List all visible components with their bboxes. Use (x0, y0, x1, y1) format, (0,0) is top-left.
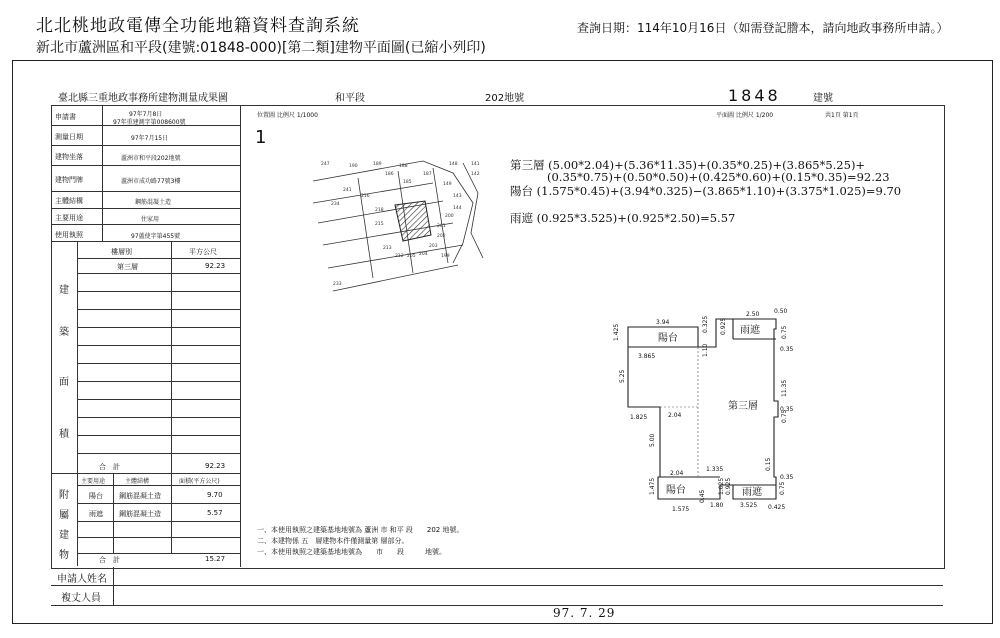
row-value-permit: 97蘆使字第455號 (131, 233, 181, 240)
dim-5-25: 5.25 (619, 369, 626, 383)
area-side-label-1: 建 (59, 285, 69, 296)
document-frame (12, 60, 993, 624)
row-label-application: 申請書 (55, 113, 76, 121)
dim-0-50: 0.50 (774, 308, 788, 315)
parcel-144: 144 (453, 206, 462, 211)
dim-2-04-mid: 2.04 (668, 412, 682, 419)
canopy-label-top: 雨遮 (740, 325, 760, 336)
row-label-structure: 主體結構 (55, 197, 83, 205)
formula-canopy: 雨遮 (0.925*3.525)+(0.925*2.50)=5.57 (510, 211, 736, 225)
dim-0-925-bottom: 0.925 (725, 477, 732, 495)
area-side-label-3: 面 (59, 377, 69, 388)
parcel-204: 204 (419, 252, 428, 257)
date-stamp: 97. 7. 29 (553, 606, 616, 620)
row-value-application-date: 97年7月8日 (129, 111, 163, 118)
parcel-148: 148 (449, 162, 458, 167)
page-info: 共1頁 第1頁 (825, 112, 859, 119)
parcel-200: 200 (445, 214, 454, 219)
floor-name: 第三層 (117, 263, 138, 271)
row-value-application-no: 97年重建測字第008600號 (113, 119, 186, 126)
parcel-185: 185 (403, 180, 412, 185)
row-value-survey-date: 97年7月15日 (131, 135, 169, 142)
area-side-label-4: 積 (59, 429, 69, 440)
dim-0-75-top: 0.75 (781, 325, 788, 339)
attached-side-label-1: 附 (59, 490, 69, 501)
parcel-201: 201 (437, 224, 446, 229)
attached-area-balcony: 9.70 (207, 491, 223, 499)
dim-0-425: 0.425 (768, 504, 786, 511)
formula-balcony: 陽台 (1.575*0.45)+(3.94*0.325)−(3.865*1.10)+(3.375*1.025)=9.70 (510, 184, 902, 198)
section-name: 和平段 (335, 93, 365, 104)
corner-mark: 1 (255, 127, 267, 148)
parcel-142: 142 (471, 172, 480, 177)
parcel-213: 213 (383, 246, 392, 251)
canopy-label-bottom: 雨遮 (742, 487, 762, 498)
dim-0-75-bottom: 0.75 (779, 481, 786, 495)
parcel-234: 234 (331, 202, 340, 207)
attached-total-label: 合 計 (99, 556, 120, 564)
dim-1-025: 1.025 (718, 477, 725, 495)
office-title: 臺北縣三重地政事務所建物測量成果圖 (58, 93, 228, 104)
area-side-label-2: 築 (59, 327, 69, 338)
formula-third-floor-line1: 第三層 (5.00*2.04)+(5.36*11.35)+(0.35*0.25)+(3.865*5.25)+ (510, 158, 866, 172)
surveyor-label: 複丈人員 (61, 593, 101, 604)
note-line-1: 一、本使用執照之建築基地地號為 蘆洲 市 和平 段 202 地號。 (257, 526, 464, 534)
attached-header-use: 主要用途 (81, 478, 106, 485)
dim-1-80: 1.80 (710, 502, 724, 509)
parcel-218: 218 (375, 208, 384, 213)
scale-location: 位置圖 比例尺 1/1000 (257, 112, 318, 119)
dim-3-525: 3.525 (740, 502, 758, 509)
system-title: 北北桃地政電傳全功能地籍資料查詢系統 (36, 16, 360, 36)
attached-area-canopy: 5.57 (207, 509, 223, 517)
dim-3-94: 3.94 (656, 319, 670, 326)
parcel-149: 149 (443, 182, 452, 187)
row-label-survey-date: 測量日期 (55, 133, 83, 141)
area-header-unit: 平方公尺 (189, 248, 217, 256)
dim-1-825: 1.825 (630, 414, 648, 421)
dim-1-335: 1.335 (706, 466, 724, 473)
balcony-label-top: 陽台 (658, 333, 678, 344)
attached-side-label-2: 屬 (59, 510, 69, 521)
dim-0-15: 0.15 (765, 457, 772, 471)
parcel-212: 212 (395, 254, 404, 259)
subtotal-value: 92.23 (205, 462, 226, 470)
dim-0-35-top: 0.35 (780, 346, 794, 353)
dim-2-50: 2.50 (746, 311, 760, 318)
attached-header-area: 面積(平方公尺) (179, 478, 220, 485)
parcel-141: 141 (471, 162, 480, 167)
document-subtitle: 新北市蘆洲區和平段(建號:01848-000)[第二類]建物平面圖(已縮小列印) (36, 40, 486, 56)
attached-struct-canopy: 鋼筋混凝土造 (119, 510, 161, 518)
row-label-address: 建物門牌 (55, 176, 83, 184)
parcel-189: 189 (373, 162, 382, 167)
parcel-202: 202 (437, 234, 446, 239)
building-number: 1848 (728, 86, 781, 105)
dim-3-865: 3.865 (638, 353, 656, 360)
building-number-suffix: 建號 (813, 93, 833, 104)
attached-side-label-3: 建 (59, 530, 69, 541)
row-label-permit: 使用執照 (55, 231, 83, 239)
area-header-floor: 樓層別 (111, 248, 132, 256)
parcel-216: 216 (361, 194, 370, 199)
floor-plan (608, 299, 828, 519)
attached-header-structure: 主體結構 (125, 478, 150, 485)
query-date: 查詢日期：114年10月16日（如需登記謄本，請向地政事務所申請。） (577, 21, 949, 35)
formula-third-floor-line2: (0.35*0.75)+(0.50*0.50)+(0.425*0.60)+(0.15*0.35)=92.23 (547, 170, 890, 184)
dim-0-35-mid: 0.35 (780, 406, 794, 413)
parcel-186: 186 (385, 172, 394, 177)
site-location-map (303, 153, 503, 293)
dim-11-35: 11.35 (781, 379, 788, 397)
parcel-190: 190 (349, 164, 358, 169)
parcel-203: 203 (429, 244, 438, 249)
attached-struct-balcony: 鋼筋混凝土造 (119, 492, 161, 500)
dim-0-75-mid: 0.75 (781, 409, 788, 423)
attached-use-canopy: 雨遮 (89, 510, 103, 518)
balcony-label-bottom: 陽台 (666, 485, 686, 496)
parcel-241: 241 (343, 188, 352, 193)
row-value-location: 蘆洲市和平段202地號 (121, 155, 181, 162)
dim-0-45: 0.45 (699, 489, 706, 503)
dim-2-04-bottom: 2.04 (670, 470, 684, 477)
dim-5-00: 5.00 (649, 433, 656, 447)
subtotal-label: 合 計 (99, 463, 120, 471)
row-value-structure: 鋼筋混凝土造 (135, 199, 172, 206)
dim-1-425: 1.425 (613, 323, 620, 341)
dim-0-35-bottom: 0.35 (780, 474, 794, 481)
parcel-187: 187 (423, 172, 432, 177)
dim-1-475: 1.475 (649, 477, 656, 495)
attached-use-balcony: 陽台 (89, 492, 103, 500)
parcel-247: 247 (321, 162, 330, 167)
row-value-usage: 住家用 (141, 216, 160, 223)
dim-1-575: 1.575 (672, 506, 690, 513)
parcel-233: 233 (333, 282, 342, 287)
parcel-199: 199 (441, 254, 450, 259)
floor-area: 92.23 (205, 262, 226, 270)
attached-total-value: 15.27 (205, 555, 226, 563)
applicant-label: 申請人姓名 (57, 574, 107, 585)
scale-plan: 平面圖 比例尺 1/200 (716, 112, 774, 119)
row-label-usage: 主要用途 (55, 214, 83, 222)
main-floor-label: 第三層 (728, 401, 758, 412)
lot-number: 202地號 (485, 93, 525, 104)
parcel-215: 215 (375, 222, 384, 227)
attached-side-label-4: 物 (59, 550, 69, 561)
note-line-3: 一、本使用執照之建築基地地號為 市 段 地號。 (257, 548, 446, 556)
dim-1-10: 1.10 (702, 343, 709, 357)
parcel-143: 143 (453, 194, 462, 199)
row-value-address: 蘆洲市成功路77號3樓 (121, 178, 181, 185)
note-line-2: 二、本建物係 五 層建物本件僅測量第 層部分。 (257, 537, 409, 545)
row-label-location: 建物坐落 (55, 153, 83, 161)
parcel-188: 188 (399, 164, 408, 169)
dim-0-325: 0.325 (702, 315, 709, 333)
dim-0-925: 0.925 (720, 317, 727, 335)
parcel-205: 205 (407, 254, 416, 259)
